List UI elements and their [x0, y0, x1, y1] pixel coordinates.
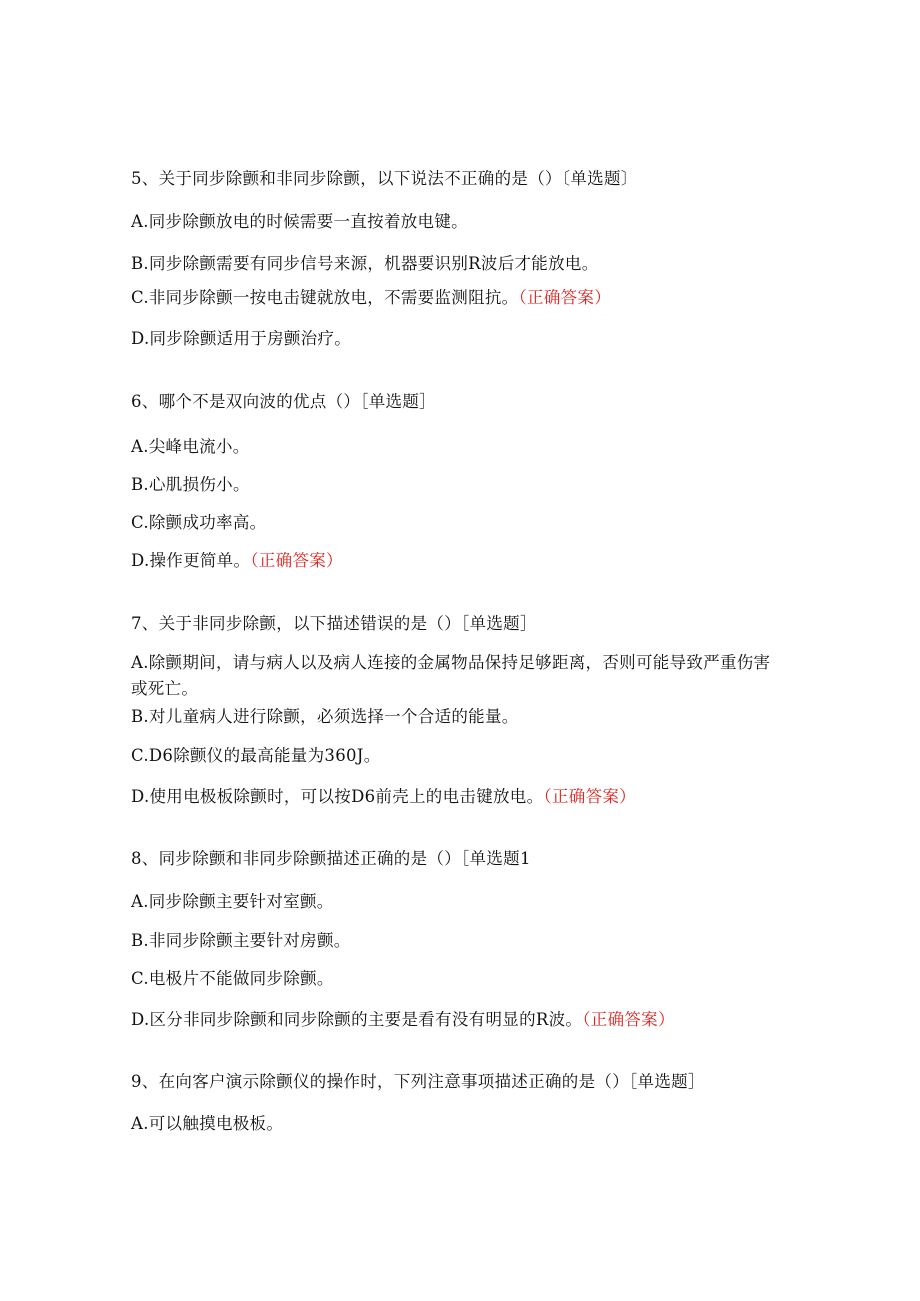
question-7-option-a: A.除颤期间，请与病人以及病人连接的金属物品保持足够距离，否则可能导致严重伤害或死亡。 [131, 653, 771, 698]
question-8-stem: 8、同步除颤和非同步除颤描述正确的是（）［单选题1 [131, 849, 531, 868]
question-8-option-c: C.电极片不能做同步除颤。 [131, 969, 334, 988]
question-7-option-c: C.D6除颤仪的最高能量为360J。 [131, 746, 381, 765]
correct-answer-mark: （正确答案） [250, 551, 343, 570]
question-8-option-d: D.区分非同步除颤和同步除颤的主要是看有没有明显的R波。（正确答案） [131, 1010, 675, 1029]
question-6-option-b: B.心肌损伤小。 [131, 475, 250, 494]
question-5-option-d: D.同步除颤适用于房颤治疗。 [131, 329, 352, 348]
question-8-option-b: B.非同步除颤主要针对房颤。 [131, 931, 351, 950]
question-6-option-a: A.尖峰电流小。 [131, 437, 250, 456]
question-5-option-a: A.同步除颤放电的时候需要一直按着放电键。 [131, 212, 468, 231]
question-7-stem: 7、关于非同步除颤，以下描述错误的是（）［单选题］ [131, 614, 537, 633]
question-6-option-d: D.操作更简单。（正确答案） [131, 551, 343, 570]
question-6-option-c: C.除颤成功率高。 [131, 513, 267, 532]
question-5-stem: 5、关于同步除颤和非同步除颤，以下说法不正确的是（）〔单选题〕 [131, 169, 638, 188]
question-9-option-a: A.可以触摸电极板。 [131, 1114, 284, 1133]
question-6-stem: 6、哪个不是双向波的优点（）［单选题］ [131, 392, 436, 411]
question-8-option-a: A.同步除颤主要针对室颤。 [131, 892, 334, 911]
correct-answer-mark: （正确答案） [582, 1010, 675, 1029]
correct-answer-mark: （正确答案） [518, 288, 612, 307]
correct-answer-mark: （正确答案） [543, 787, 636, 806]
question-5-option-b: B.同步除颤需要有同步信号来源，机器要识别R波后才能放电。 [131, 254, 599, 273]
question-7-option-d: D.使用电极板除颤时，可以按D6前壳上的电击键放电。（正确答案） [131, 787, 636, 806]
question-9-stem: 9、在向客户演示除颤仪的操作时，下列注意事项描述正确的是（）［单选题］ [131, 1072, 705, 1091]
question-7-option-b: B.对儿童病人进行除颤，必须选择一个合适的能量。 [131, 707, 519, 726]
question-5-option-c: C.非同步除颤一按电击键就放电，不需要监测阻抗。（正确答案） [131, 288, 612, 307]
